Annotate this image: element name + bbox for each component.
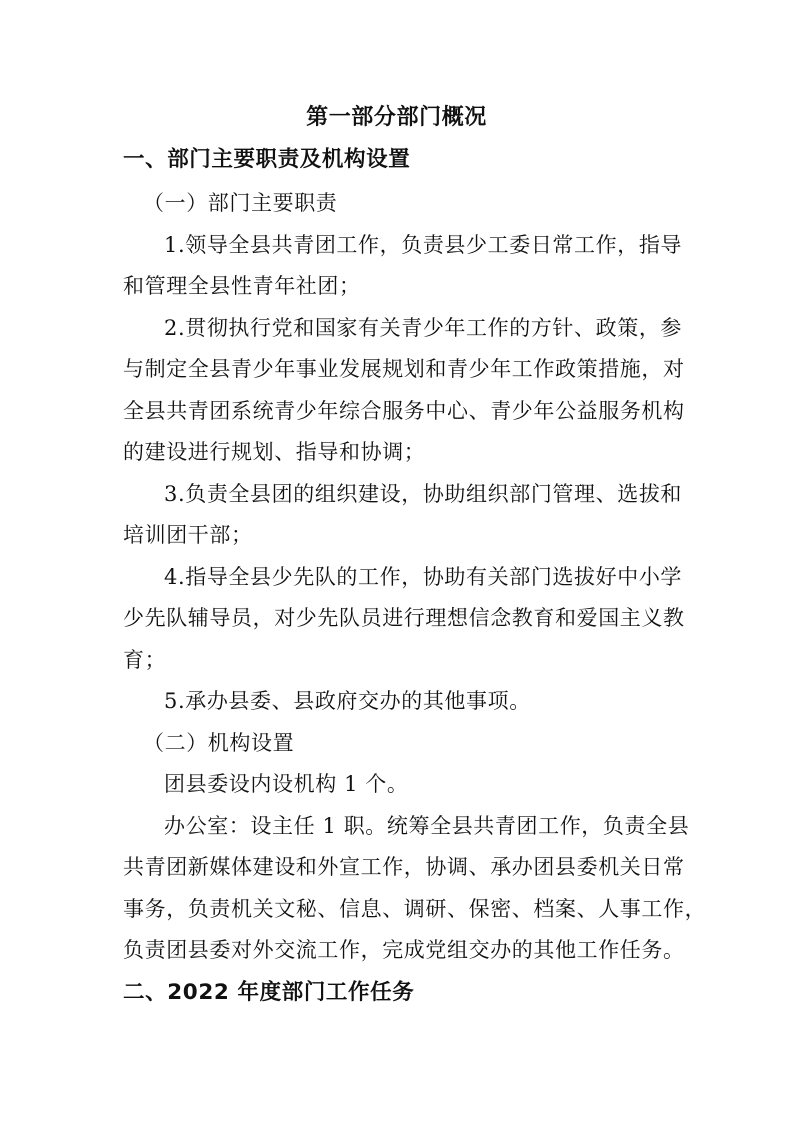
duty-item-4-line-3: 育； bbox=[123, 648, 167, 672]
duty-item-2-line-4: 的建设进行规划、指导和协调； bbox=[123, 440, 426, 464]
office-paragraph-line-2: 共青团新媒体建设和外宣工作，协调、承办团县委机关日常 bbox=[123, 855, 685, 879]
office-paragraph-line-1: 办公室：设主任 1 职。统筹全县共青团工作，负责全县 bbox=[164, 814, 690, 838]
org-setup-paragraph: 团县委设内设机构 1 个。 bbox=[164, 772, 409, 796]
duty-item-1-line-1: 1.领导全县共青团工作，负责县少工委日常工作，指导 bbox=[164, 233, 683, 257]
office-paragraph-line-3: 事务，负责机关文秘、信息、调研、保密、档案、人事工作， bbox=[123, 897, 707, 921]
subsection-1-heading: （一）部门主要职责 bbox=[143, 191, 338, 215]
section-2-heading: 二、2022 年度部门工作任务 bbox=[123, 980, 415, 1005]
section-1-heading: 一、部门主要职责及机构设置 bbox=[123, 147, 411, 172]
duty-item-4-line-2: 少先队辅导员，对少先队员进行理想信念教育和爱国主义教 bbox=[123, 606, 685, 630]
duty-item-2-line-3: 全县共青团系统青少年综合服务中心、青少年公益服务机构 bbox=[123, 399, 685, 423]
duty-item-3-line-2: 培训团干部； bbox=[123, 523, 253, 547]
page-title: 第一部分部门概况 bbox=[306, 105, 487, 130]
duty-item-3-line-1: 3.负责全县团的组织建设，协助组织部门管理、选拔和 bbox=[164, 482, 683, 506]
subsection-2-heading: （二）机构设置 bbox=[143, 731, 295, 755]
duty-item-2-line-1: 2.贯彻执行党和国家有关青少年工作的方针、政策，参 bbox=[164, 316, 683, 340]
office-paragraph-line-4: 负责团县委对外交流工作，完成党组交办的其他工作任务。 bbox=[123, 938, 685, 962]
duty-item-2-line-2: 与制定全县青少年事业发展规划和青少年工作政策措施，对 bbox=[123, 357, 685, 381]
duty-item-4-line-1: 4.指导全县少先队的工作，协助有关部门选拔好中小学 bbox=[164, 565, 683, 589]
duty-item-5-line-1: 5.承办县委、县政府交办的其他事项。 bbox=[164, 689, 531, 713]
duty-item-1-line-2: 和管理全县性青年社团； bbox=[123, 274, 361, 298]
